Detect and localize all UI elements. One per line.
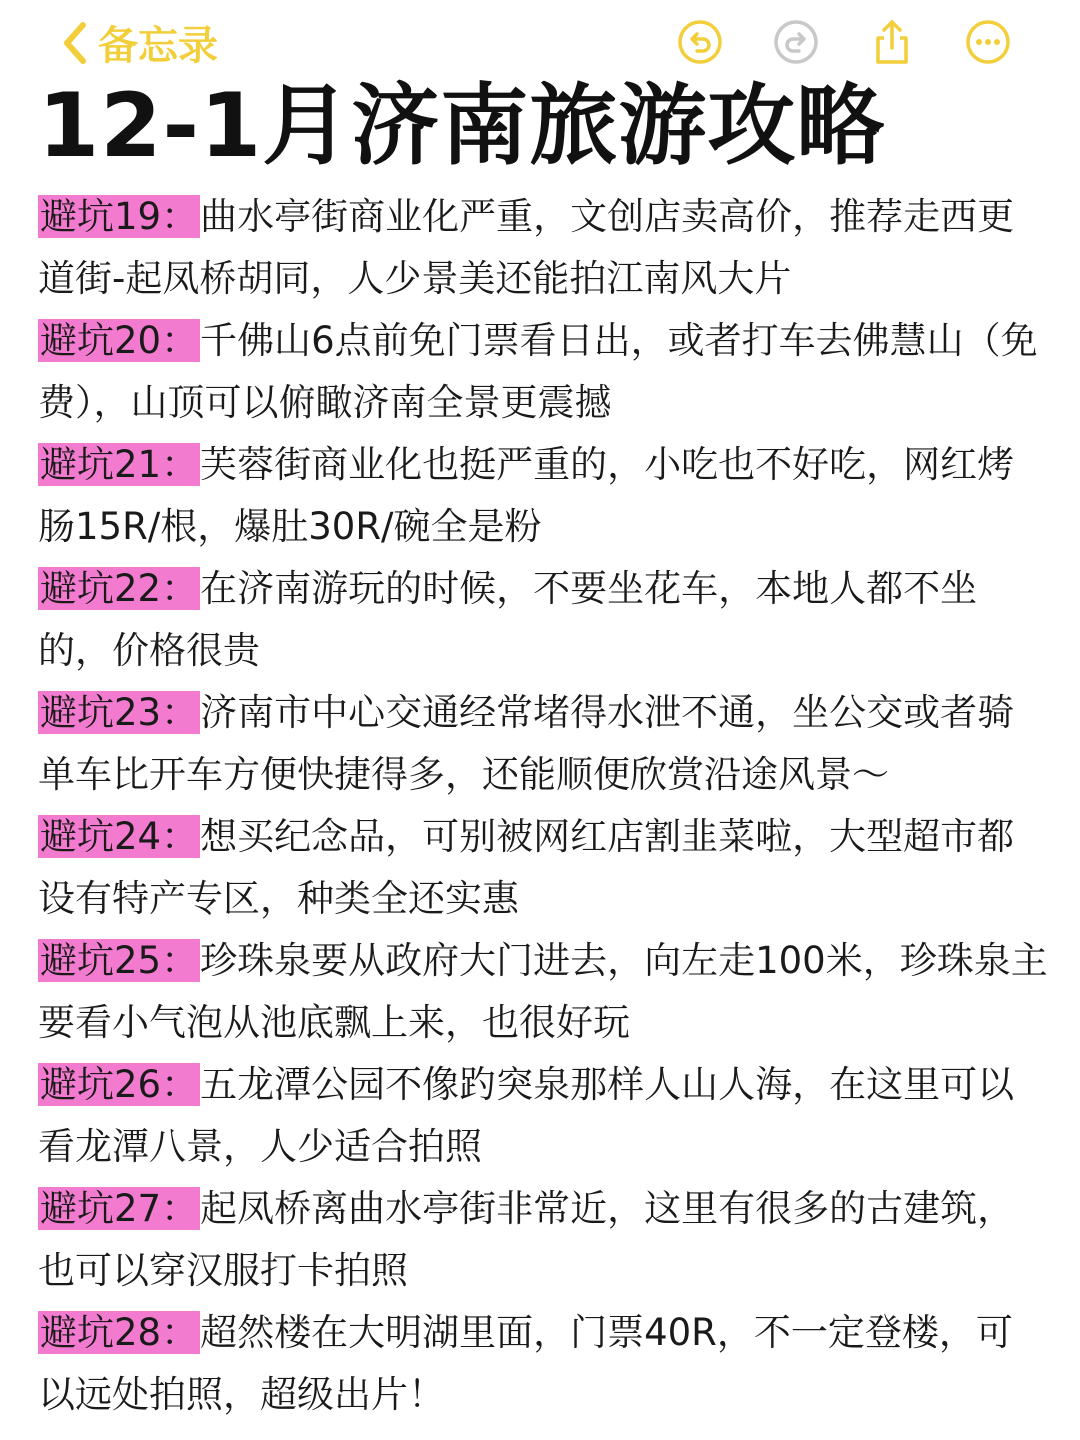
list-item <box>38 806 1048 930</box>
redo-icon[interactable] <box>772 18 820 66</box>
top-navigation-bar <box>0 0 1080 80</box>
more-icon[interactable] <box>964 18 1012 66</box>
tip-highlight-label: 避坑20： <box>40 319 199 362</box>
chevron-left-icon <box>62 21 88 65</box>
tip-highlight-label: 避坑24： <box>40 815 199 858</box>
back-label: 备忘录 <box>98 23 218 69</box>
list-item <box>38 434 1048 558</box>
tip-text: 千佛山6点前免门票看日出，或者打车去佛慧山（免费），山顶可以俯瞰济南全景更震撼 <box>38 319 1038 424</box>
undo-icon[interactable] <box>676 18 724 66</box>
list-item <box>38 1178 1048 1302</box>
share-icon[interactable] <box>868 18 916 66</box>
tip-text: 曲水亭街商业化严重，文创店卖高价，推荐走西更道街-起凤桥胡同，人少景美还能拍江南风大片 <box>38 195 1015 300</box>
back-button[interactable] <box>62 14 218 71</box>
tip-text: 想买纪念品，可别被网红店割韭菜啦，大型超市都设有特产专区，种类全还实惠 <box>38 815 1015 920</box>
tip-highlight-label: 避坑21： <box>40 443 199 486</box>
tip-highlight-label: 避坑25： <box>40 939 199 982</box>
list-item <box>38 1302 1048 1426</box>
list-item <box>38 1054 1048 1178</box>
tip-highlight-label: 避坑27： <box>40 1187 199 1230</box>
list-item <box>38 930 1048 1054</box>
list-item <box>38 310 1048 434</box>
list-item <box>38 682 1048 806</box>
list-item <box>38 558 1048 682</box>
tips-list <box>38 186 1048 1426</box>
tip-text: 济南市中心交通经常堵得水泄不通，坐公交或者骑单车比开车方便快捷得多，还能顺便欣赏沿途风景～ <box>38 691 1015 796</box>
tip-text: 珍珠泉要从政府大门进去，向左走100米，珍珠泉主要看小气泡从池底飘上来，也很好玩 <box>38 939 1048 1044</box>
tip-highlight-label: 避坑28： <box>40 1311 199 1354</box>
tip-text: 超然楼在大明湖里面，门票40R，不一定登楼，可以远处拍照，超级出片！ <box>38 1311 1013 1416</box>
list-item <box>38 186 1048 310</box>
note-title: 12-1月济南旅游攻略 <box>38 74 886 177</box>
tip-highlight-label: 避坑23： <box>40 691 199 734</box>
tip-highlight-label: 避坑22： <box>40 567 199 610</box>
tip-highlight-label: 避坑19： <box>40 195 199 238</box>
tip-text: 五龙潭公园不像趵突泉那样人山人海，在这里可以看龙潭八景，人少适合拍照 <box>38 1063 1015 1168</box>
tip-text: 起凤桥离曲水亭街非常近，这里有很多的古建筑，也可以穿汉服打卡拍照 <box>38 1187 1015 1292</box>
tip-text: 芙蓉街商业化也挺严重的，小吃也不好吃，网红烤肠15R/根，爆肚30R/碗全是粉 <box>38 443 1015 548</box>
tip-text: 在济南游玩的时候，不要坐花车，本地人都不坐的，价格很贵 <box>38 567 978 672</box>
tip-highlight-label: 避坑26： <box>40 1063 199 1106</box>
